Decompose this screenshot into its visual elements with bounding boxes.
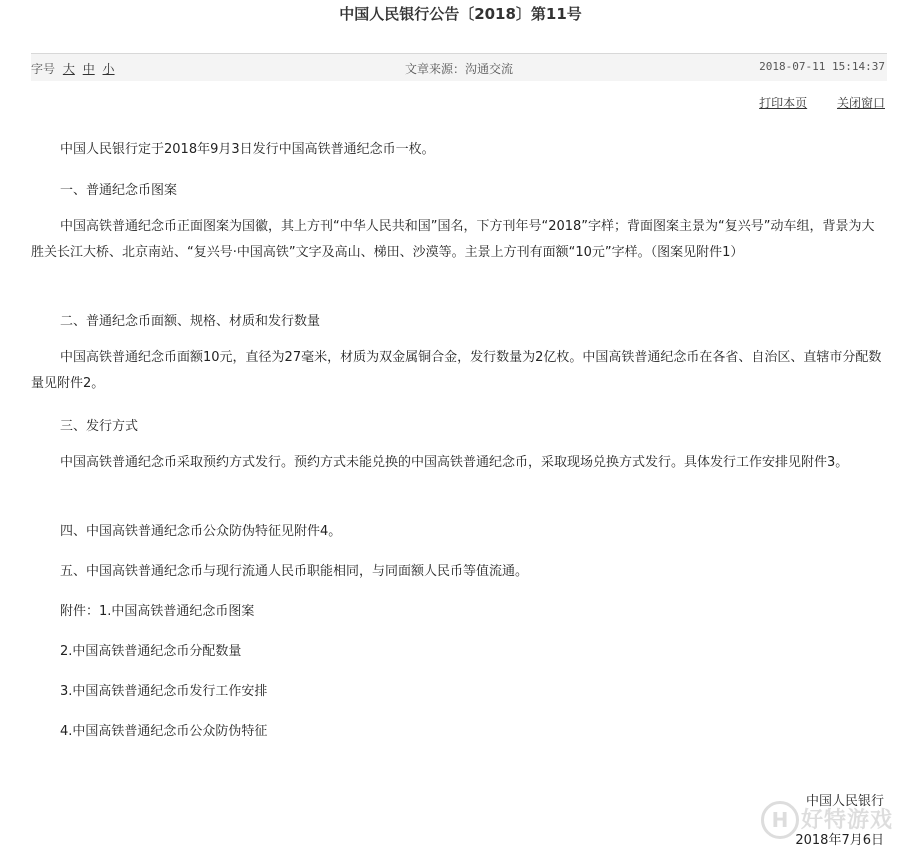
section-paragraph-3: 中国高铁普通纪念币采取预约方式发行。预约方式未能兑换的中国高铁普通纪念币，采取现场兑换方式发行。具体发行工作安排见附件3。 xyxy=(60,455,849,470)
section-paragraph-2: 中国高铁普通纪念币面额10元，直径为27毫米，材质为双金属铜合金，发行数量为2亿枚。中国高铁普通纪念币在各省、自治区、直辖市分配数量见附件2。 xyxy=(31,350,882,391)
article-meta-bar xyxy=(31,53,887,81)
font-large-link[interactable]: 大 xyxy=(62,62,75,76)
section-heading-1: 一、普通纪念币图案 xyxy=(60,183,178,198)
intro-paragraph: 中国人民银行定于2018年9月3日发行中国高铁普通纪念币一枚。 xyxy=(60,142,435,157)
page-title: 中国人民银行公告〔2018〕第11号 xyxy=(339,5,582,23)
font-medium-link[interactable]: 中 xyxy=(82,62,95,76)
print-page-link[interactable]: 打印本页 xyxy=(759,96,808,110)
section-heading-3: 三、发行方式 xyxy=(60,419,139,434)
section-heading-5: 五、中国高铁普通纪念币与现行流通人民币职能相同，与同面额人民币等值流通。 xyxy=(60,564,529,579)
section-heading-2: 二、普通纪念币面额、规格、材质和发行数量 xyxy=(60,314,321,329)
close-window-link[interactable]: 关闭窗口 xyxy=(836,96,885,110)
signature-date: 2018年7月6日 xyxy=(795,833,884,848)
attachment-item-1: 附件：1.中国高铁普通纪念币图案 xyxy=(60,604,255,619)
article-source: 文章来源：沟通交流 xyxy=(404,62,513,76)
signature-org: 中国人民银行 xyxy=(805,794,884,809)
watermark-logo-icon: H xyxy=(761,801,799,839)
watermark-text: 好特游戏 xyxy=(801,808,894,833)
site-watermark xyxy=(761,799,911,839)
section-heading-4: 四、中国高铁普通纪念币公众防伪特征见附件4。 xyxy=(60,524,342,539)
font-small-link[interactable]: 小 xyxy=(102,62,115,76)
attachment-item-2: 2.中国高铁普通纪念币分配数量 xyxy=(60,644,242,659)
attachment-item-3: 3.中国高铁普通纪念币发行工作安排 xyxy=(60,684,268,699)
font-size-label: 字号 xyxy=(31,62,56,76)
attachment-item-4: 4.中国高铁普通纪念币公众防伪特征 xyxy=(60,724,268,739)
page-tools xyxy=(733,94,885,111)
section-paragraph-1: 中国高铁普通纪念币正面图案为国徽，其上方刊“中华人民共和国”国名，下方刊年号“2018”字样；背面图案主景为“复兴号”动车组，背景为大胜关长江大桥、北京南站、“复兴号·中国高铁”文字及高山、梯田、沙漠等。主景上方刊有面额“10元”字样。（图案见附件1） xyxy=(31,219,875,260)
publish-datetime: 2018-07-11 15:14:37 xyxy=(759,60,885,73)
